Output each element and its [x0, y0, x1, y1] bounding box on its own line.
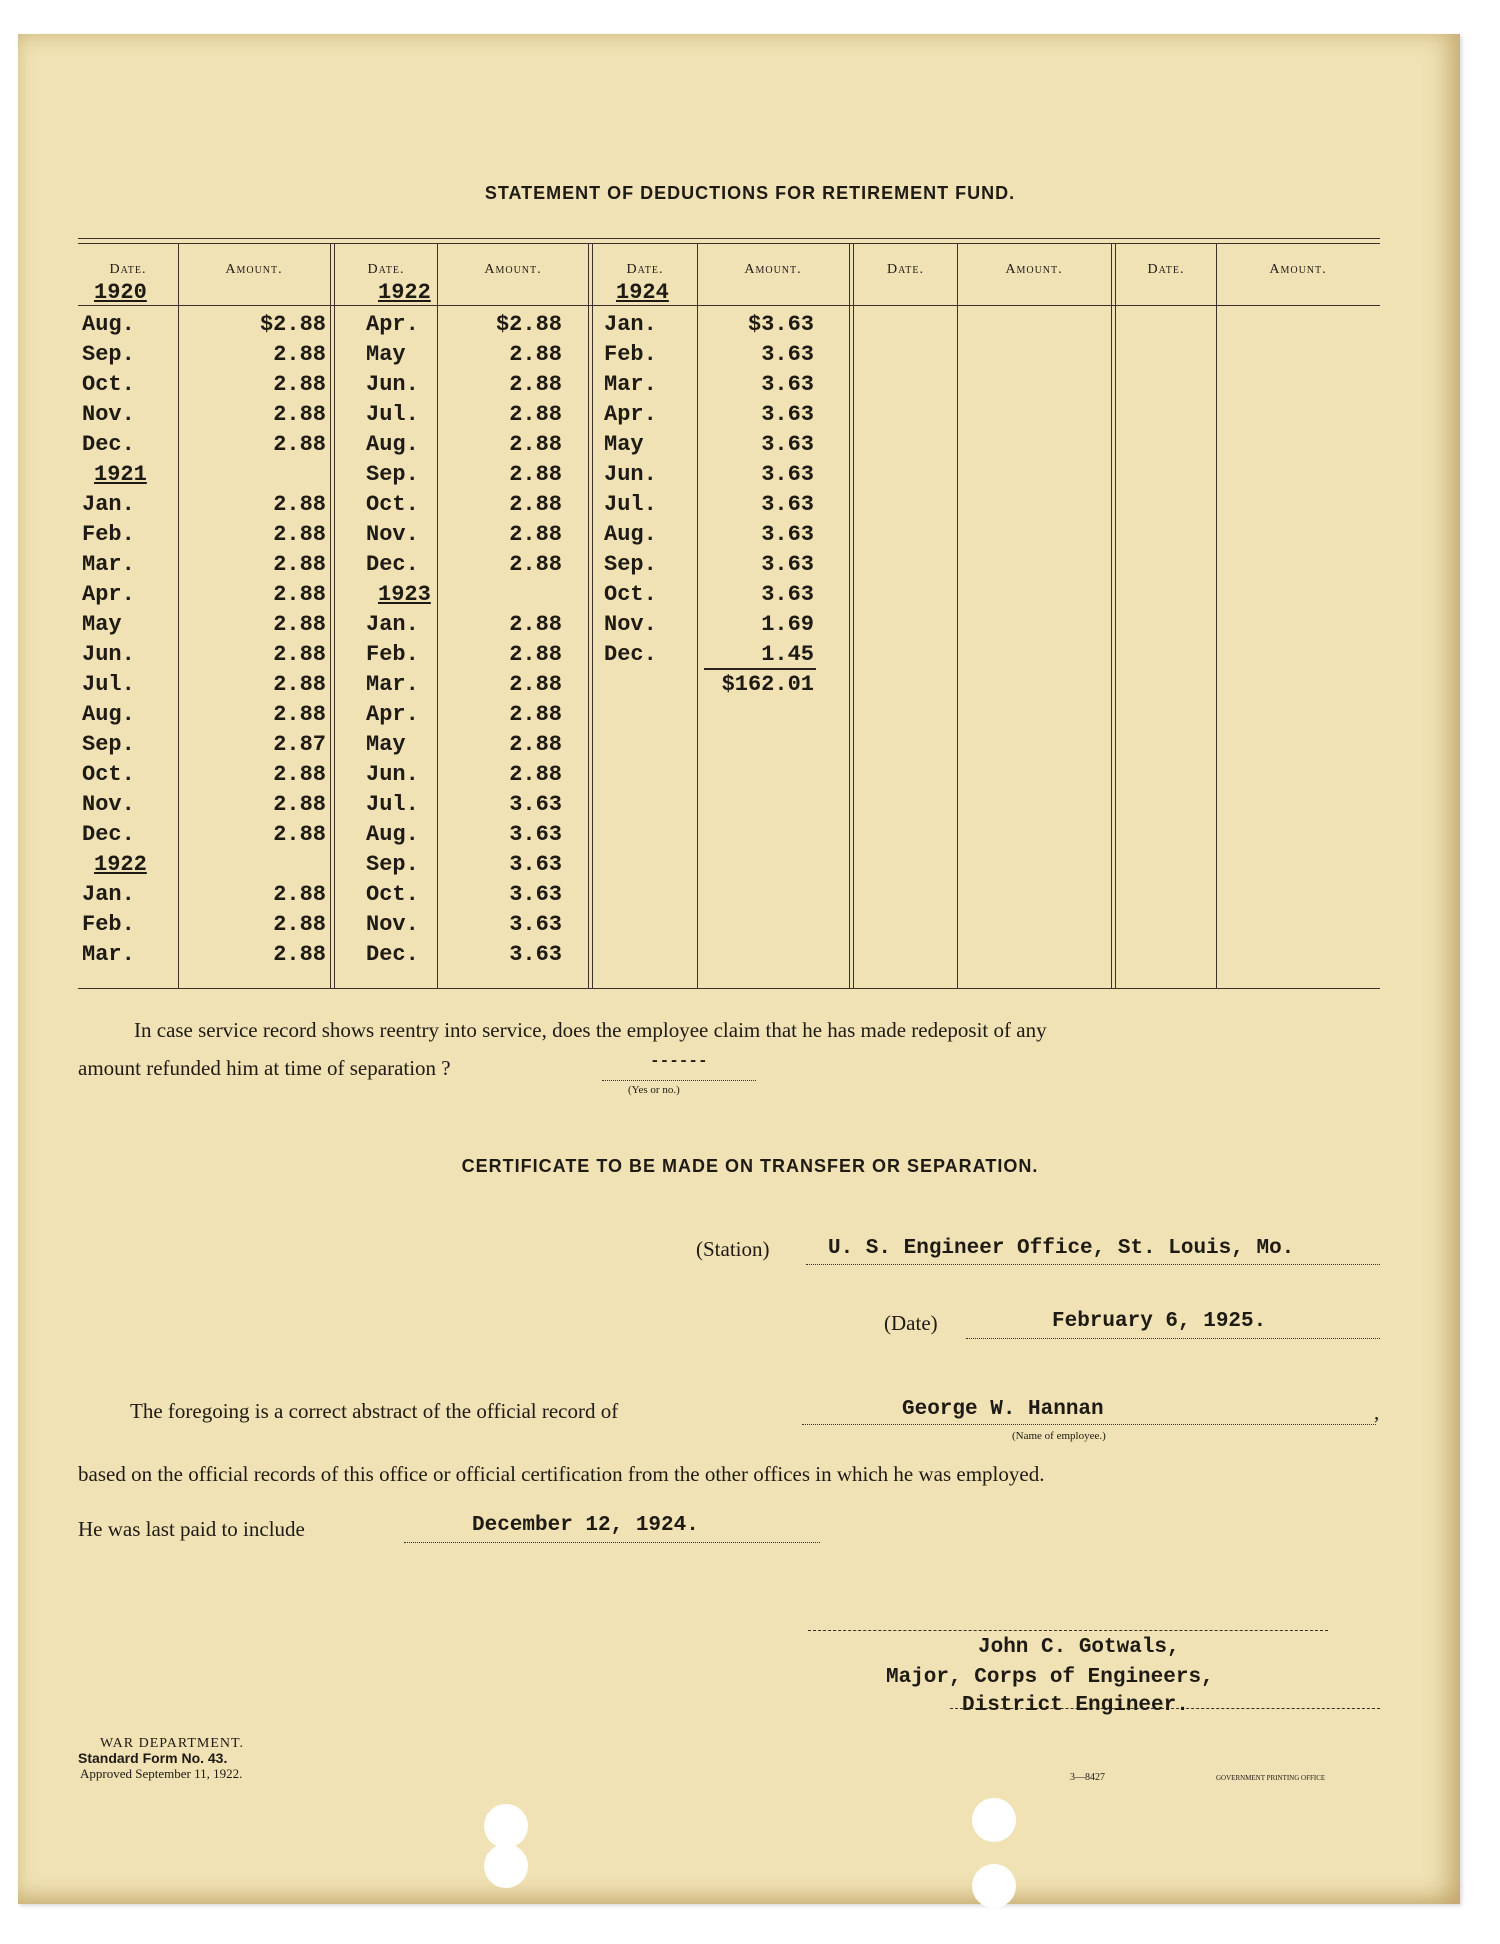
deduction-amount: 3.63 [761, 402, 814, 427]
deduction-month: Nov. [82, 402, 135, 427]
deduction-month: Sep. [366, 462, 419, 487]
deduction-amount: 2.88 [273, 372, 326, 397]
deduction-month: Apr. [366, 702, 419, 727]
deduction-amount: 2.88 [273, 432, 326, 457]
employee-name-comma: , [1374, 1400, 1380, 1424]
deduction-month: Feb. [366, 642, 419, 667]
deduction-month: Aug. [82, 702, 135, 727]
deduction-month: Jul. [604, 492, 657, 517]
year-label: 1920 [94, 280, 147, 305]
deduction-amount: 3.63 [761, 432, 814, 457]
deduction-amount: 3.63 [509, 882, 562, 907]
deduction-amount: $2.88 [259, 312, 326, 337]
deduction-month: Dec. [82, 432, 135, 457]
column-divider [178, 243, 179, 988]
deduction-month: Jan. [604, 312, 657, 337]
deduction-month: Oct. [604, 582, 657, 607]
deduction-month: Sep. [366, 852, 419, 877]
deduction-month: Dec. [604, 642, 657, 667]
header-date: Date. [1147, 262, 1185, 277]
deduction-month: Dec. [366, 552, 419, 577]
deduction-amount: 1.45 [761, 642, 814, 667]
table-top-rule-2 [78, 243, 1380, 244]
deduction-month: Nov. [82, 792, 135, 817]
deduction-month: Nov. [366, 522, 419, 547]
deduction-month: Jul. [366, 792, 419, 817]
deduction-month: Feb. [82, 912, 135, 937]
footer-approved: Approved September 11, 1922. [80, 1766, 243, 1781]
punch-hole [972, 1798, 1016, 1842]
date-label: (Date) [884, 1311, 938, 1335]
deduction-month: Mar. [604, 372, 657, 397]
table-top-rule [78, 238, 1380, 239]
signature-title: District Engineer. [962, 1694, 1189, 1717]
year-label: 1921 [94, 462, 147, 487]
deduction-amount: 2.88 [273, 822, 326, 847]
reentry-answer: ------ [650, 1052, 708, 1070]
deduction-amount: 3.63 [509, 852, 562, 877]
deduction-amount: 2.88 [509, 372, 562, 397]
deduction-amount: 2.88 [273, 492, 326, 517]
punch-hole [484, 1804, 528, 1848]
reentry-question-line2: amount refunded him at time of separation ? [78, 1056, 451, 1080]
header-amount: Amount. [1005, 262, 1063, 277]
deduction-amount: 2.88 [273, 702, 326, 727]
deduction-month: Jan. [366, 612, 419, 637]
deduction-amount: 2.88 [273, 612, 326, 637]
deduction-month: Feb. [604, 342, 657, 367]
header-date: Date. [109, 262, 147, 277]
header-amount: Amount. [744, 262, 802, 277]
deduction-amount: 2.88 [509, 552, 562, 577]
footer-code: 3—8427 [1070, 1772, 1105, 1783]
deduction-amount: 2.88 [509, 432, 562, 457]
deduction-month: Jun. [82, 642, 135, 667]
deduction-month: Sep. [82, 342, 135, 367]
deduction-amount: 3.63 [761, 552, 814, 577]
signature-top-line [808, 1614, 1328, 1631]
last-paid-value: December 12, 1924. [472, 1514, 699, 1537]
header-date: Date. [626, 262, 664, 277]
column-divider [588, 243, 589, 988]
deduction-month: Dec. [366, 942, 419, 967]
deduction-amount: 3.63 [509, 822, 562, 847]
deduction-amount: 3.63 [761, 372, 814, 397]
employee-name: George W. Hannan [902, 1398, 1104, 1421]
deduction-month: Sep. [604, 552, 657, 577]
year-label: 1922 [94, 852, 147, 877]
deduction-month: Jan. [82, 492, 135, 517]
column-divider [849, 243, 850, 988]
punch-hole [972, 1864, 1016, 1908]
deduction-amount: 2.88 [509, 522, 562, 547]
deduction-month: Mar. [366, 672, 419, 697]
deduction-month: Nov. [604, 612, 657, 637]
deduction-month: Dec. [82, 822, 135, 847]
deduction-amount: 2.88 [273, 522, 326, 547]
deduction-month: Sep. [82, 732, 135, 757]
punch-hole [484, 1844, 528, 1888]
deduction-month: Jul. [366, 402, 419, 427]
column-divider [1115, 243, 1116, 988]
deduction-amount: 3.63 [509, 792, 562, 817]
deduction-month: May [366, 342, 406, 367]
reentry-answer-caption: (Yes or no.) [628, 1084, 680, 1096]
deduction-amount: 2.87 [273, 732, 326, 757]
deduction-month: Mar. [82, 552, 135, 577]
based-on-text: based on the official records of this office or official certification from the other offices in which he was employed. [78, 1462, 1045, 1486]
deduction-month: May [82, 612, 122, 637]
date-value: February 6, 1925. [1052, 1310, 1267, 1333]
deduction-amount: 2.88 [509, 702, 562, 727]
deduction-month: Jun. [366, 762, 419, 787]
station-label: (Station) [696, 1237, 770, 1261]
column-divider [853, 243, 854, 988]
signature-rank: Major, Corps of Engineers, [886, 1666, 1214, 1689]
deduction-amount: 2.88 [509, 642, 562, 667]
deduction-month: Oct. [366, 882, 419, 907]
station-value: U. S. Engineer Office, St. Louis, Mo. [828, 1237, 1295, 1260]
column-divider [330, 243, 331, 988]
deduction-amount: 3.63 [761, 582, 814, 607]
deduction-amount: 2.88 [273, 762, 326, 787]
deduction-month: Aug. [366, 432, 419, 457]
deduction-amount: 1.69 [761, 612, 814, 637]
year-label: 1924 [616, 280, 669, 305]
column-divider [1216, 243, 1217, 988]
deduction-month: Jun. [604, 462, 657, 487]
column-divider [592, 243, 593, 988]
footer-printer: GOVERNMENT PRINTING OFFICE [1216, 1774, 1326, 1782]
deduction-amount: 2.88 [273, 402, 326, 427]
deduction-month: Aug. [366, 822, 419, 847]
deduction-amount: 2.88 [273, 912, 326, 937]
deduction-month: Feb. [82, 522, 135, 547]
deduction-amount: 2.88 [509, 732, 562, 757]
deduction-month: Apr. [366, 312, 419, 337]
deduction-amount: 3.63 [509, 942, 562, 967]
column-divider [957, 243, 958, 988]
deduction-amount: 2.88 [273, 642, 326, 667]
deduction-month: May [604, 432, 644, 457]
deduction-amount: 2.88 [273, 942, 326, 967]
deduction-month: Aug. [604, 522, 657, 547]
header-amount: Amount. [1269, 262, 1327, 277]
deduction-amount: 2.88 [273, 672, 326, 697]
deduction-month: Jan. [82, 882, 135, 907]
deduction-month: Nov. [366, 912, 419, 937]
deduction-amount: 2.88 [509, 762, 562, 787]
deduction-month: Apr. [82, 582, 135, 607]
deduction-month: Oct. [82, 372, 135, 397]
footer-dept: WAR DEPARTMENT. [100, 1736, 245, 1751]
deduction-month: Jun. [366, 372, 419, 397]
deduction-amount: $2.88 [495, 312, 562, 337]
deduction-amount: 2.88 [273, 882, 326, 907]
signature-name: John C. Gotwals, [978, 1636, 1180, 1659]
deduction-amount: 2.88 [273, 342, 326, 367]
deduction-month: May [366, 732, 406, 757]
year-label: 1922 [378, 280, 431, 305]
column-divider [1111, 243, 1112, 988]
foregoing-text: The foregoing is a correct abstract of the official record of [130, 1399, 619, 1423]
deduction-amount: 2.88 [273, 582, 326, 607]
deduction-amount: 2.88 [509, 492, 562, 517]
deduction-amount: 3.63 [761, 492, 814, 517]
deduction-month: Aug. [82, 312, 135, 337]
deduction-amount: 3.63 [761, 342, 814, 367]
deduction-month: Apr. [604, 402, 657, 427]
deduction-month: Jul. [82, 672, 135, 697]
deduction-amount: 2.88 [509, 672, 562, 697]
header-amount: Amount. [484, 262, 542, 277]
deduction-amount: 2.88 [509, 342, 562, 367]
deduction-amount: 2.88 [509, 462, 562, 487]
deduction-amount: 2.88 [273, 552, 326, 577]
deduction-amount: $3.63 [747, 312, 814, 337]
deduction-month: Mar. [82, 942, 135, 967]
header-date: Date. [887, 262, 924, 277]
deduction-month: Oct. [366, 492, 419, 517]
header-amount: Amount. [225, 262, 283, 277]
last-paid-label: He was last paid to include [78, 1517, 305, 1541]
employee-name-caption: (Name of employee.) [1012, 1430, 1106, 1442]
deduction-amount: 3.63 [761, 522, 814, 547]
reentry-question-line1: In case service record shows reentry into service, does the employee claim that he has made redeposit of any [134, 1018, 1047, 1042]
deduction-month: Oct. [82, 762, 135, 787]
year-label: 1923 [378, 582, 431, 607]
deduction-total: $162.01 [721, 672, 814, 697]
footer-form: Standard Form No. 43. [78, 1750, 228, 1766]
deduction-amount: 2.88 [509, 612, 562, 637]
deduction-amount: 3.63 [761, 462, 814, 487]
certificate-title: CERTIFICATE TO BE MADE ON TRANSFER OR SEPARATION. [461, 1156, 1039, 1176]
deduction-amount: 3.63 [509, 912, 562, 937]
table-bottom-rule [78, 988, 1380, 989]
deduction-amount: 2.88 [509, 402, 562, 427]
deduction-amount: 2.88 [273, 792, 326, 817]
header-date: Date. [367, 262, 405, 277]
table-header-rule [78, 305, 1380, 306]
column-divider [334, 243, 335, 988]
form-title: STATEMENT OF DEDUCTIONS FOR RETIREMENT FUND. [484, 183, 1016, 203]
